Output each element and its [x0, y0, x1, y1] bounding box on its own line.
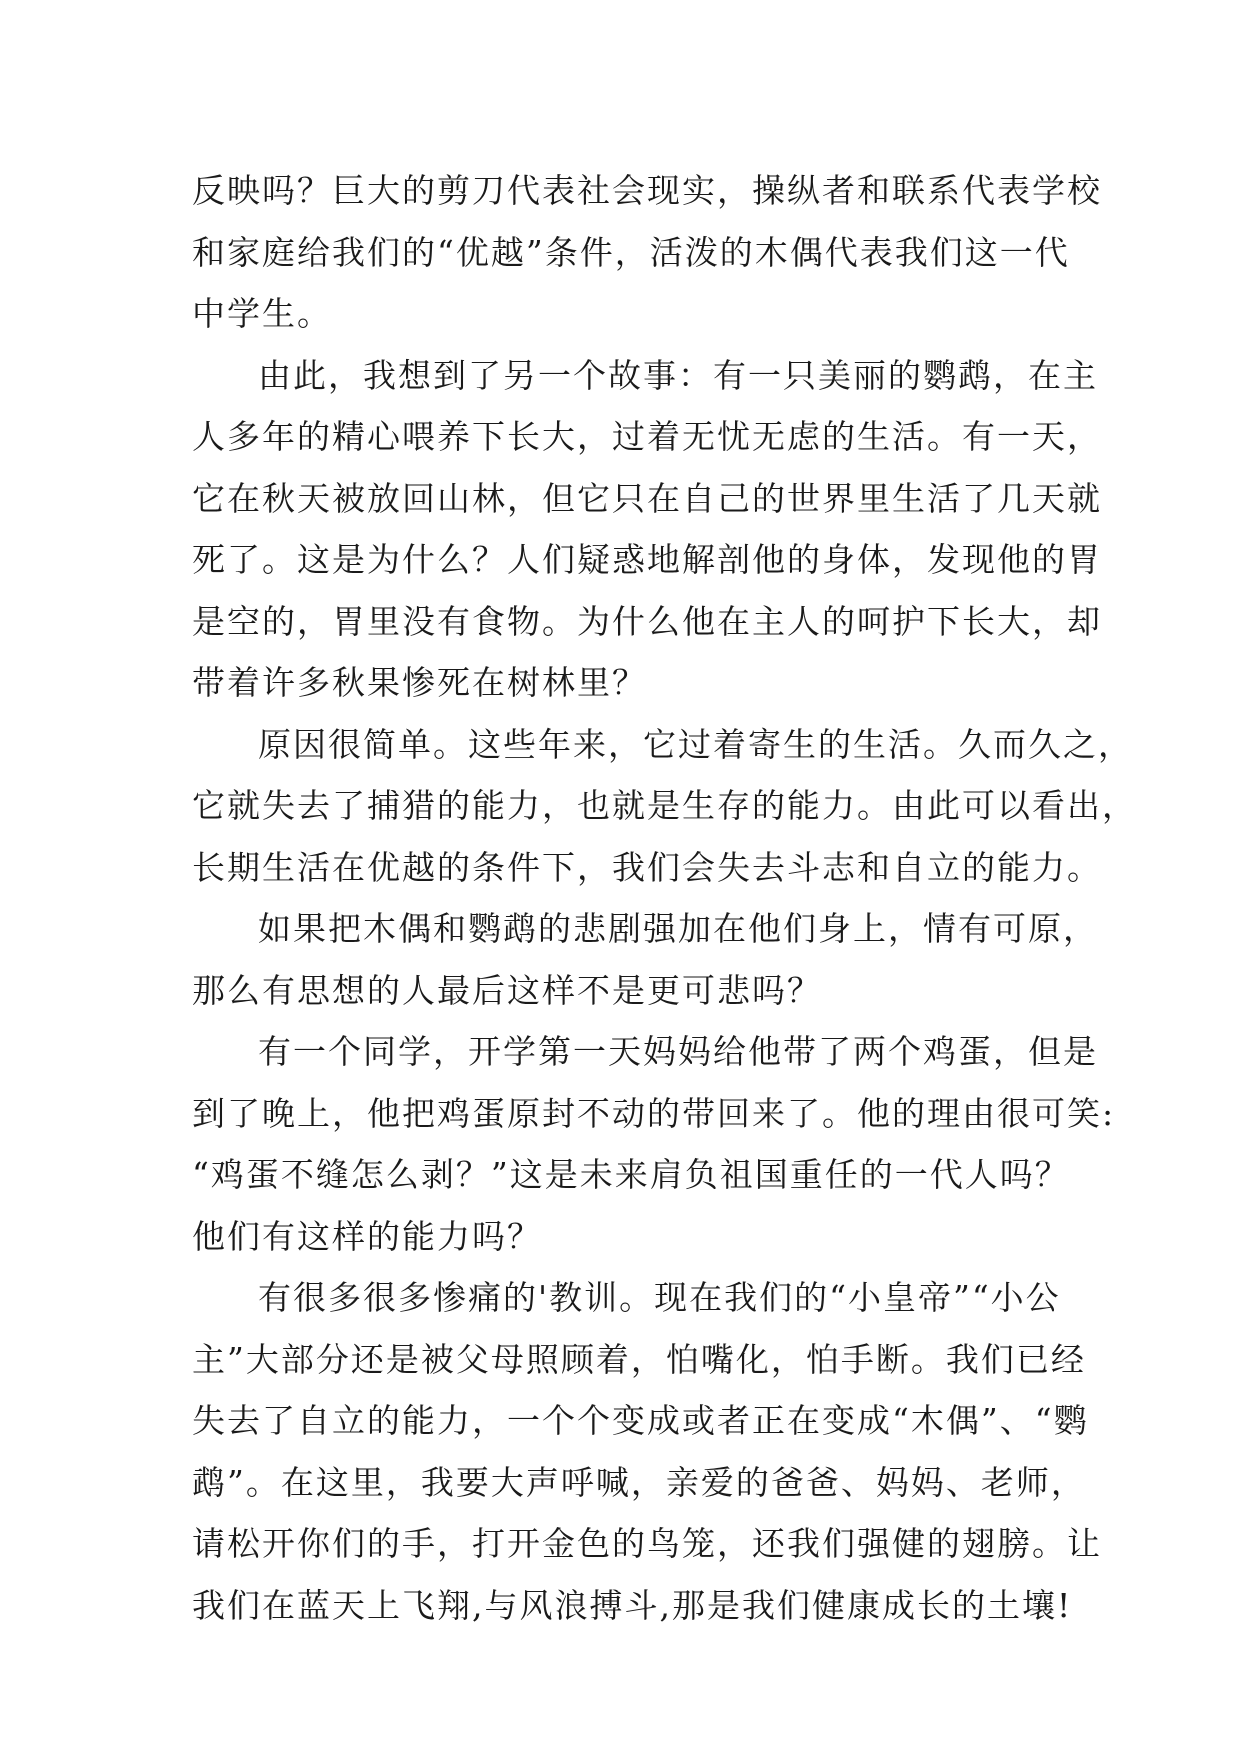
text-line: 请松开你们的手，打开金色的鸟笼，还我们强健的翅膀。让	[192, 1524, 1102, 1563]
text-line: “鸡蛋不缝怎么剥？”这是未来肩负祖国重任的一代人吗？	[192, 1155, 1070, 1194]
body-text	[192, 160, 1137, 1636]
text-line: 死了。这是为什么？人们疑惑地解剖他的身体，发现他的胃	[192, 540, 1102, 579]
paragraph-first-line: 由此，我想到了另一个故事：有一只美丽的鹦鹉，在主	[258, 355, 1098, 395]
text-line: 是空的，胃里没有食物。为什么他在主人的呵护下长大，却	[192, 601, 1102, 641]
text-line: 它在秋天被放回山林，但它只在自己的世界里生活了几天就	[192, 478, 1102, 518]
text-line: 长期生活在优越的条件下，我们会失去斗志和自立的能力。	[192, 847, 1102, 887]
text-line: 那么有思想的人最后这样不是更可悲吗？	[192, 970, 822, 1010]
text-line: 鹉”。在这里，我要大声呼喊，亲爱的爸爸、妈妈、老师，	[192, 1462, 1086, 1502]
text-line: 人多年的精心喂养下长大，过着无忧无虑的生活。有一天，	[192, 417, 1102, 456]
text-line: 到了晚上，他把鸡蛋原封不动的带回来了。他的理由很可笑:	[192, 1093, 1116, 1133]
text-line: 和家庭给我们的“优越”条件，活泼的木偶代表我们这一代	[192, 232, 1070, 272]
text-line: 失去了自立的能力，一个个变成或者正在变成“木偶”、“鹦	[192, 1401, 1089, 1440]
text-line: 带着许多秋果惨死在树林里？	[192, 663, 647, 702]
paragraph-first-line: 如果把木偶和鹦鹉的悲剧强加在他们身上，情有可原，	[258, 909, 1098, 948]
paragraph-first-line: 有很多很多惨痛的'教训。现在我们的“小皇帝”“小公	[258, 1278, 1061, 1317]
paragraph-first-line: 有一个同学，开学第一天妈妈给他带了两个鸡蛋，但是	[258, 1032, 1098, 1071]
text-line: 他们有这样的能力吗？	[192, 1216, 542, 1256]
text-line: 它就失去了捕猎的能力，也就是生存的能力。由此可以看出，	[192, 786, 1137, 825]
text-line: 我们在蓝天上飞翔,与风浪搏斗,那是我们健康成长的土壤!	[192, 1585, 1073, 1625]
paragraph-first-line: 原因很简单。这些年来，它过着寄生的生活。久而久之，	[258, 724, 1133, 764]
text-line: 中学生。	[192, 294, 332, 333]
text-line: 主”大部分还是被父母照顾着，怕嘴化，怕手断。我们已经	[192, 1339, 1086, 1379]
text-line: 反映吗？巨大的剪刀代表社会现实，操纵者和联系代表学校	[192, 171, 1102, 210]
